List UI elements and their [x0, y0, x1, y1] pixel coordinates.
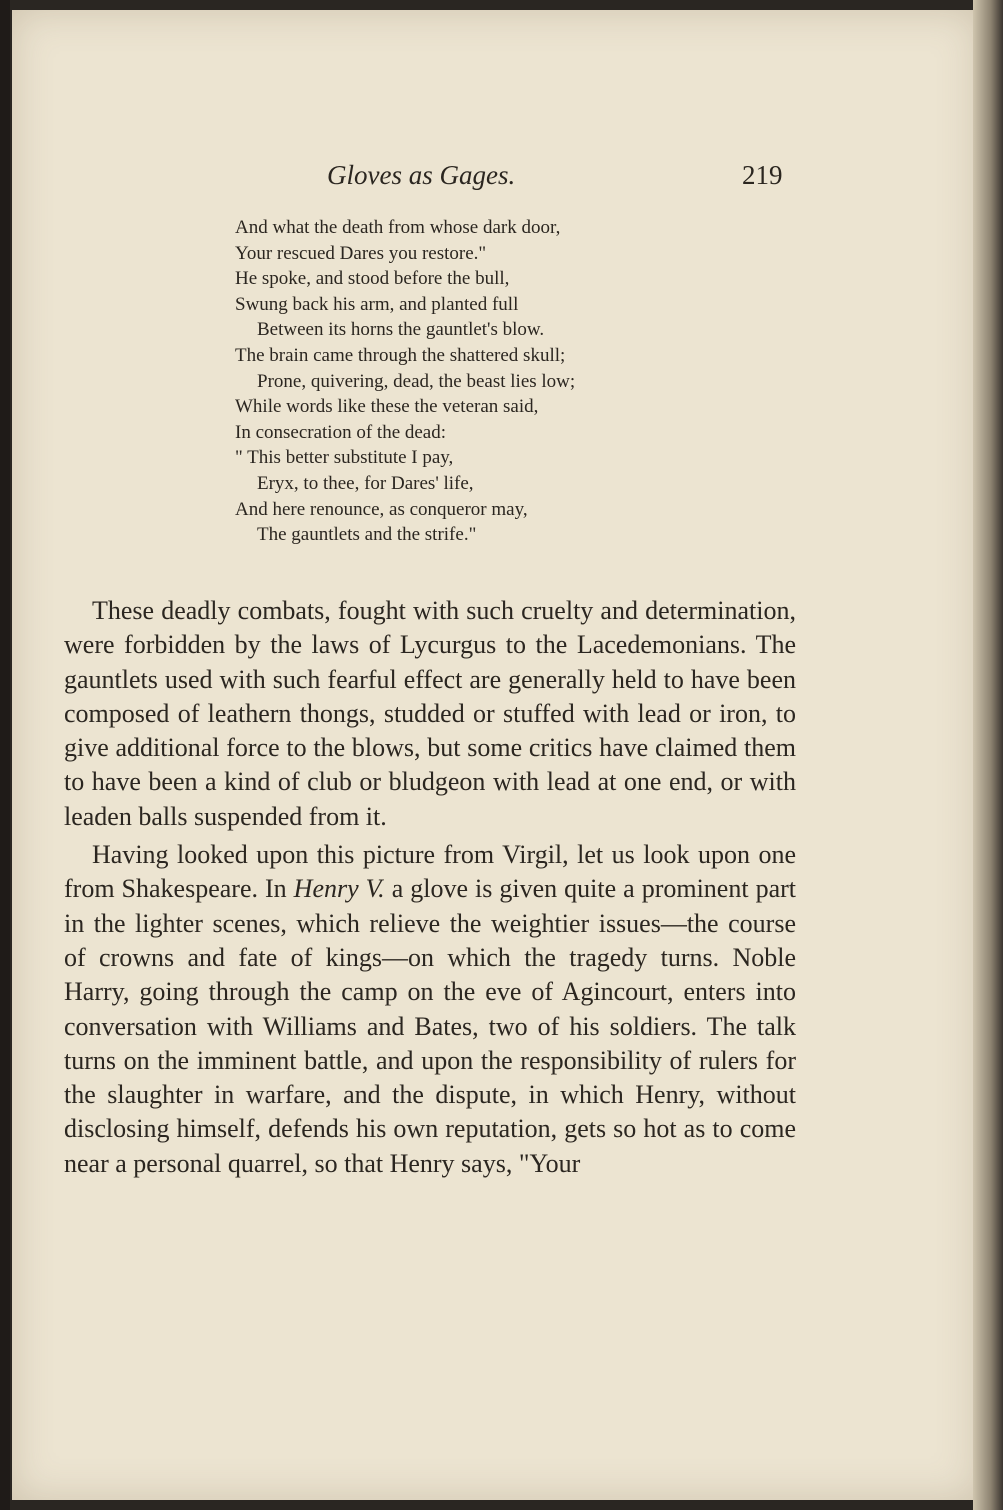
paragraph-lycurgus: These deadly combats, fought with such cruelty and determination, were forbidden by the laws of Lycurgus to the Lacedemonians. The gauntlets used with such fearful effect are generally held to have been composed of leathern thongs, studded or stuffed with lead or iron, to give additional force to the blows, but some critics have claimed them to have been a kind of club or bludgeon with lead at one end, or with leaden balls suspended from it. [64, 596, 796, 831]
poem-line: While words like these the veteran said, [235, 396, 539, 418]
running-title: Gloves as Gages. [327, 160, 516, 190]
poem-line: Swung back his arm, and planted full [235, 293, 519, 315]
poem-line: Between its horns the gauntlet's blow. [257, 319, 545, 341]
verse-quotation [235, 215, 755, 548]
poem-line: He spoke, and stood before the bull, [235, 268, 510, 290]
page-edge [973, 0, 1003, 1510]
page-header [12, 160, 978, 200]
paragraph-shakespeare [64, 838, 796, 1181]
body-text [64, 594, 796, 1185]
book-spine [0, 0, 10, 1510]
poem-line: And here renounce, as conqueror may, [235, 498, 528, 520]
page-number: 219 [742, 160, 783, 190]
poem-line: Your rescued Dares you restore." [235, 242, 487, 264]
poem-line: The gauntlets and the strife." [257, 524, 477, 546]
paragraph-text: Having looked upon this picture from Virgil, let us look upon one from Shakespeare. In [64, 840, 796, 904]
poem-line: " This better substitute I pay, [235, 447, 454, 469]
poem-line: And what the death from whose dark door, [235, 217, 561, 238]
poem-line: The brain came through the shattered skull; [235, 344, 566, 366]
book-page [12, 10, 978, 1500]
poem-line: Prone, quivering, dead, the beast lies low; [257, 370, 576, 392]
paragraph-text: a glove is given quite a prominent part in the lighter scenes, which relieve the weightier issues—the course of crowns and fate of kings—on which the tragedy turns. Noble Harry, going through the camp on the eve of Agincourt, enters into conversation with Williams and Bates, two of his soldiers. The talk turns on the imminent battle, and upon the responsibility of rulers for the slaughter in warfare, and the dispute, in which Henry, without disclosing himself, defends his own reputation, gets so hot as to come near a personal quarrel, so that Henry says, "Your [64, 874, 796, 1178]
play-title: Henry V. [293, 874, 385, 904]
poem-line: In consecration of the dead: [235, 421, 447, 443]
poem-line: Eryx, to thee, for Dares' life, [257, 472, 474, 494]
